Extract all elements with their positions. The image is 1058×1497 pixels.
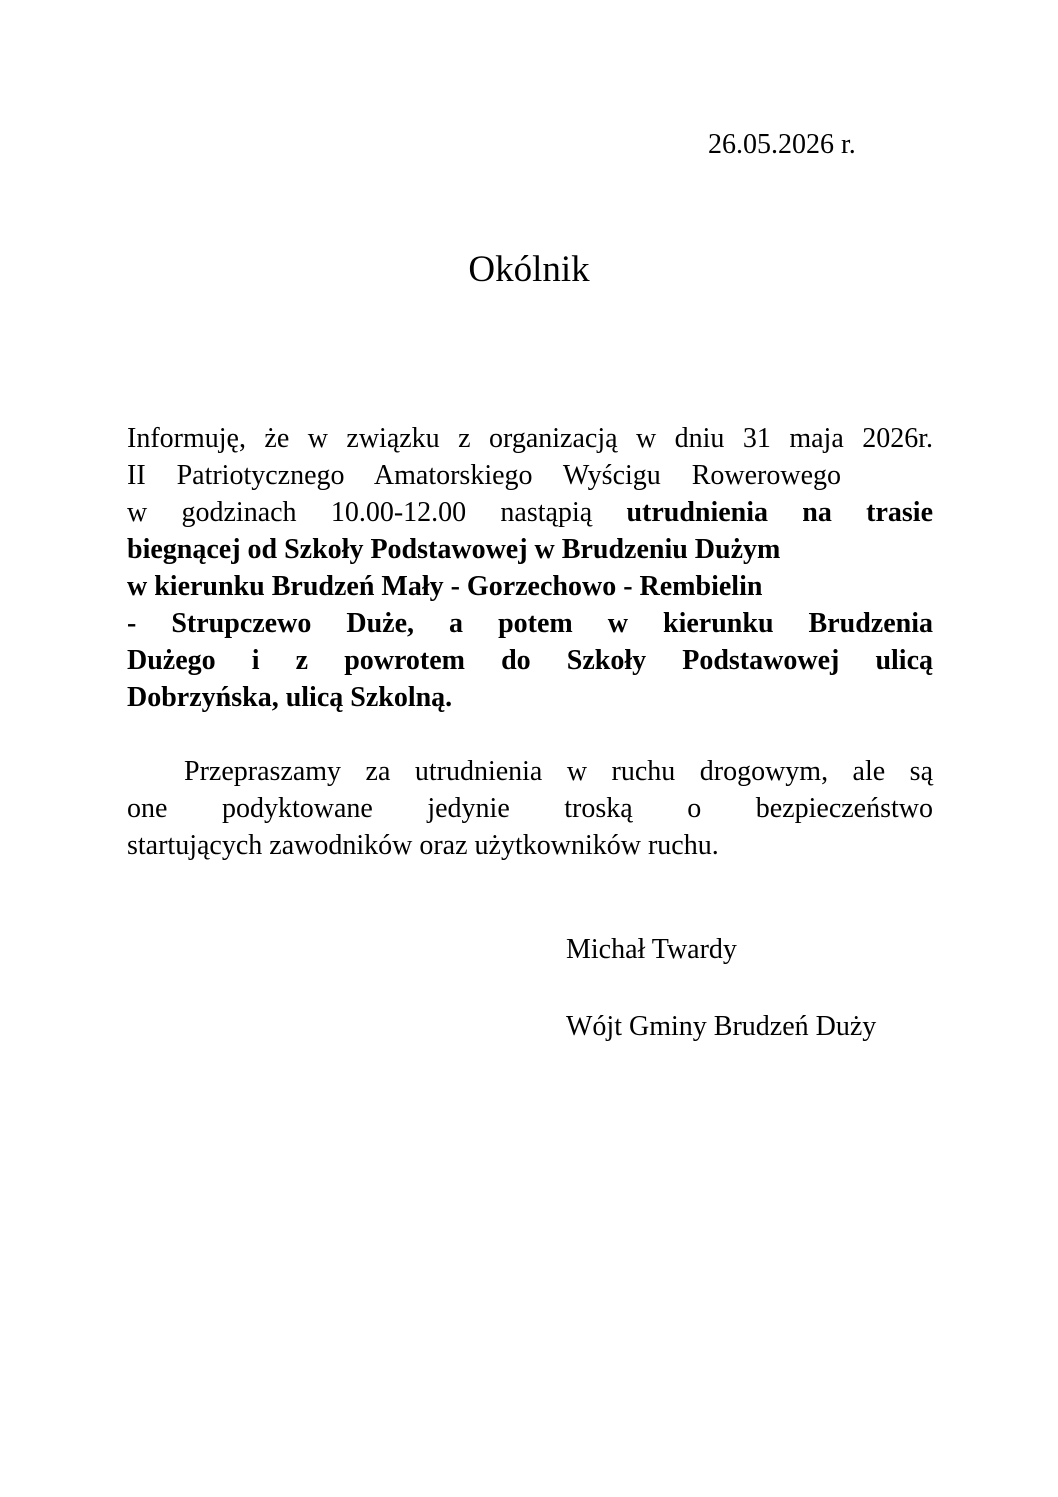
signature-name: Michał Twardy	[566, 934, 737, 965]
paragraph-line-bold: Dużego i z powrotem do Szkoły Podstawowej ulicą	[127, 645, 933, 676]
paragraph-line-bold: utrudnienia na trasie	[626, 497, 934, 528]
announcement-paragraph	[127, 420, 933, 716]
signature-role: Wójt Gminy Brudzeń Duży	[566, 1011, 877, 1042]
paragraph-line-bold: - Strupczewo Duże, a potem w kierunku Brudzenia	[127, 608, 933, 639]
paragraph-line: Informuję, że w związku z organizacją w dniu 31 maja 2026r.	[127, 423, 933, 454]
paragraph-line-bold: w kierunku Brudzeń Mały - Gorzechowo - Rembielin	[127, 571, 763, 602]
paragraph-line: one podyktowane jedynie troską o bezpieczeństwo	[127, 793, 933, 824]
document-date: 26.05.2026 r.	[708, 129, 856, 160]
paragraph-line	[127, 494, 933, 531]
paragraph-line: II Patriotycznego Amatorskiego Wyścigu Rowerowego	[127, 460, 841, 491]
apology-paragraph	[127, 753, 933, 864]
document-title: Okólnik	[468, 249, 590, 290]
paragraph-line: Przepraszamy za utrudnienia w ruchu drogowym, ale są	[184, 756, 933, 787]
paragraph-line: startujących zawodników oraz użytkowników ruchu.	[127, 830, 719, 861]
paragraph-line-regular: w godzinach 10.00-12.00 nastąpią	[127, 497, 593, 528]
paragraph-line-bold: Dobrzyńska, ulicą Szkolną.	[127, 682, 453, 713]
paragraph-line-bold: biegnącej od Szkoły Podstawowej w Brudzeniu Dużym	[127, 534, 781, 565]
